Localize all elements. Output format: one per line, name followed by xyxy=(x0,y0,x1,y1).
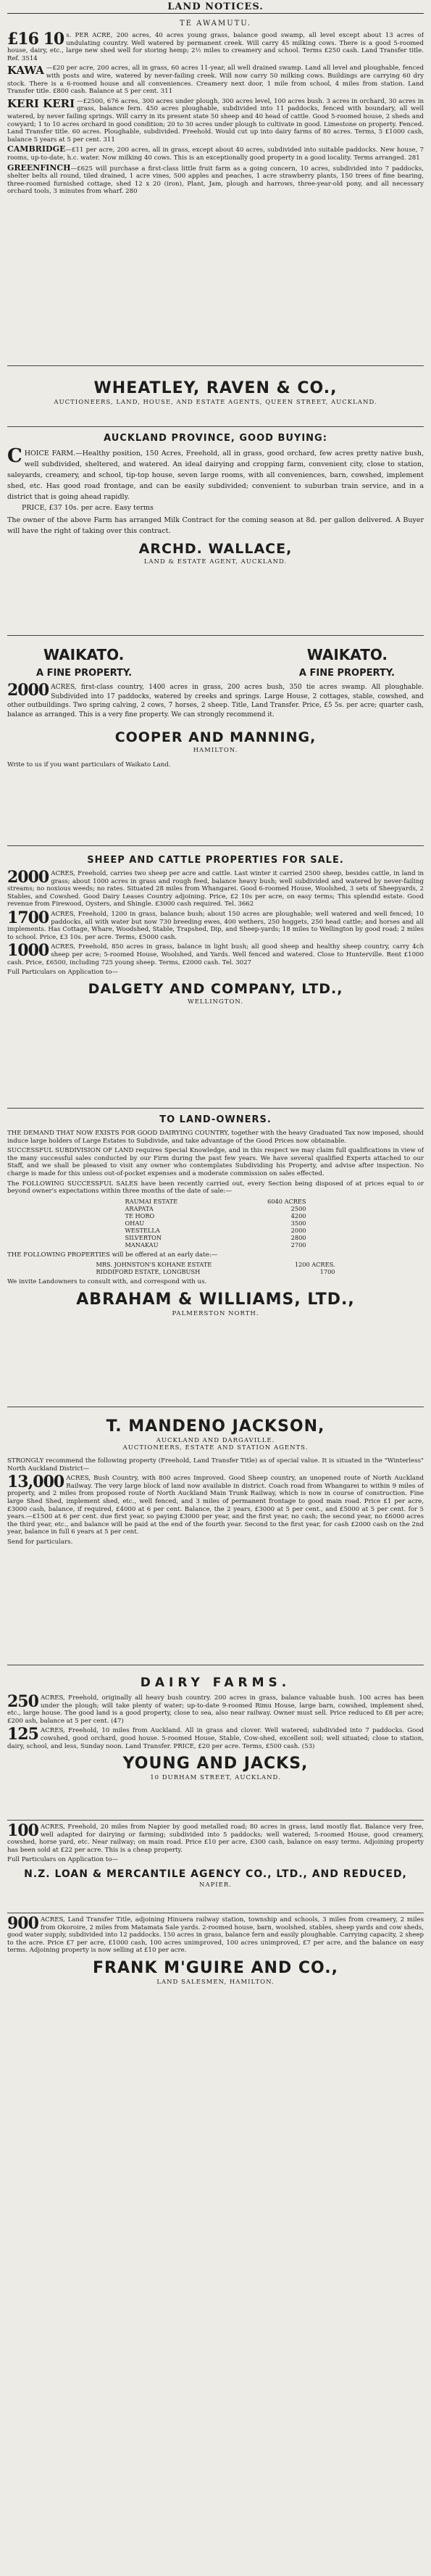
estate-row xyxy=(125,1234,306,1241)
subtitle-left: A FINE PROPERTY. xyxy=(36,668,133,679)
firm-address: PALMERSTON NORTH. xyxy=(172,1309,259,1317)
price-line: PRICE, £37 10s. per acre. Easy terms xyxy=(22,504,154,512)
mandeno-jackson-ad xyxy=(7,1407,424,1665)
estate-acres: 1700 xyxy=(319,1268,335,1276)
acreage-lead: 2000 xyxy=(7,868,49,887)
listing-paragraph xyxy=(7,1727,424,1750)
estate-row xyxy=(125,1241,306,1248)
listing-paragraph xyxy=(7,943,424,966)
place-lead: KAWA xyxy=(7,64,44,78)
listing-text: ACRES, Freehold, 850 acres in grass, balance in light bush; all good sheep and healthy sheep country, carry 4ch sheep per acre; 5-roomed House, Woolshed, and Yards. Well fenced and watered. Close to Hunterville. Rent £1000 cash. Price, £6500, including 725 young sheep. Terms, £2000 cash. Tel. 3027 xyxy=(7,943,424,966)
abraham-williams-ad xyxy=(7,1109,424,1407)
notice-paragraph: SUCCESSFUL SUBDIVISION OF LAND requires Special Knowledge, and in this respect we may claim full qualifications in view of the many successful sales conducted by our Firm during the past few years. We have several qualified Experts attached to our Staff, and we shall be pleased to visit any owner who contemplates Subdividing his Property, and advise after inspection. No charge is made for this unless out-of-pocket expenses and a moderate commission on sales effected. xyxy=(7,1147,424,1177)
ad-heading: TO LAND-OWNERS. xyxy=(159,1114,272,1125)
firm-address: AUCTIONEERS, LAND, HOUSE, AND ESTATE AGENTS, QUEEN STREET, AUCKLAND. xyxy=(54,399,377,406)
place-lead: CAMBRIDGE xyxy=(7,144,66,154)
firm-location: AUCKLAND AND DARGAVILLE. xyxy=(156,1437,275,1444)
wallace-ad xyxy=(7,427,424,636)
estate-name: RAUMAI ESTATE xyxy=(125,1197,178,1205)
listing-paragraph xyxy=(7,683,424,719)
drop-cap: C xyxy=(7,445,22,467)
notice-paragraph: The FOLLOWING SUCCESSFUL SALES have been recently carried out, every Section being disposed of at prices equal to or beyond owner's expectations within three months of the date of sale:— xyxy=(7,1180,424,1196)
firm-name: YOUNG AND JACKS, xyxy=(122,1755,309,1773)
listing-text: ACRES, Freehold, 10 miles from Auckland. All in grass and clover. Well watered; subdivided into 7 paddocks. Good cowshed, good orchard, good house. 5-roomed House, Stable, Cow-shed, excellent soil; well situated; close to station, dairy, school, and less, Sunday noon. Land Transfer. PRICE, £20 per acre. Terms, £500 cash. (53) xyxy=(7,1727,424,1750)
acreage-lead: 13,000 xyxy=(7,1473,64,1492)
location-heading: TE AWAMUTU. xyxy=(180,20,251,28)
estate-acres: 2000 xyxy=(290,1226,306,1234)
contract-note: The owner of the above Farm has arranged Milk Contract for the coming season at 8d. per gallon delivered. A Buyer will have the right of taking over this contract. xyxy=(7,515,424,535)
estate-acres: 3500 xyxy=(290,1219,306,1227)
write-note: Write to us if you want particulars of Waikato Land. xyxy=(7,761,171,769)
estate-acres: 1200 ACRES. xyxy=(294,1261,335,1269)
notice-paragraph: THE DEMAND THAT NOW EXISTS FOR GOOD DAIRYING COUNTRY, together with the heavy Graduated Tax now imposed, should induce large holders of Large Estates to Subdivide, and take advantage of the Good Prices now obtainable. xyxy=(7,1130,424,1145)
estate-row xyxy=(125,1227,306,1234)
estate-acres: 2700 xyxy=(290,1241,306,1248)
notice-paragraph: STRONGLY recommend the following property (Freehold, Land Transfer Title) as of special value. It is situated in the "Winterless" North Auckland District— xyxy=(7,1457,424,1473)
listing-text: s. PER ACRE, 200 acres, 40 acres young grass, balance good swamp, all level except about 13 acres of undulating country. Well watered by permanent creek. Will carry 45 milking cows. There is a good 5-roomed house, dairy, etc., large new shed well for storing hemp; 2½ miles to creamery and school. Terms £250 cash. Land Transfer title. Ref. 3514 xyxy=(7,32,424,62)
acreage-lead: 250 xyxy=(7,1692,38,1711)
estate-row xyxy=(125,1212,306,1219)
listing-text: ACRES, Freehold, originally all heavy bush country. 200 acres in grass, balance valuable bush. 100 acres has been under the plough; will take plenty of water; up-to-date 9-roomed Rimu House, large barn, cowshed, implement shed, etc., large house. The good land is a good property, close to sea, also near railway. Owner must sell. Price reduced to £8 per acre; £200 ash, balance at 5 per cent. (47) xyxy=(7,1694,424,1725)
listing-text: HOICE FARM.—Healthy position, 150 Acres, Freehold, all in grass, good orchard, few acres pretty native bush, well subdivided, sheltered, and watered. An ideal dairying and cropping farm, convenient city, close to station, saleyards, creamery, and school, tip-top house, seven large rooms, with all conveniences, barn, cowshed, implement shed, etc. Has good road frontage, and can be easily subdivided; convenient to suburban train service, and in a district that is going ahead rapidly. xyxy=(7,450,424,501)
listing-paragraph xyxy=(7,32,424,62)
ad-heading: AUCKLAND PROVINCE, GOOD BUYING: xyxy=(104,433,327,444)
listing-paragraph xyxy=(7,1694,424,1725)
listing-paragraph xyxy=(7,1823,424,1854)
firm-name: DALGETY AND COMPANY, LTD., xyxy=(88,980,343,997)
acreage-lead: 125 xyxy=(7,1725,38,1744)
listing-text: ACRES, Bush Country, with 800 acres Improved. Good Sheep country, an unopened route of North Auckland Railway. The very large block of land now available in district. Coach road from Whangarei to within 9 miles of property, and 2 miles from proposed route of North Auckland Main Trunk Railway, which is now in course of construction. Fine large Shed Shed, implement shed, etc., well fenced, and 3 miles of permanent frontage to good main road. Price £1 per acre, £3000 cash, balance, if required, £4000 at 6 per cent. Balance, the 2 years, £3000 at 5 per cent., and £5000 at 5 per cent. for 5 years.—£1500 at 6 per cent. due first year, so paying £3000 per year, and the first year, no cash; the second year, no £6000 acres the third year, etc., and balance will be paid at the end of the fourth year. Second to the first year, for cash £2000 cash on the 2nd year, balance in full 6 years at 5 per cent. xyxy=(7,1475,424,1536)
firm-address: NAPIER. xyxy=(199,1881,232,1889)
subtitle-right: A FINE PROPERTY. xyxy=(298,668,395,679)
price-lead: £16 10 xyxy=(7,30,64,49)
offered-estates-list xyxy=(96,1261,335,1275)
acreage-lead: 1700 xyxy=(7,908,49,927)
listing-text: —£625 will purchase a first-class little fruit farm as a going concern, 10 acres, subdivided into 7 paddocks, shelter belts all round, tiled drained, 1 acre vines, 500 apples and peaches, 1 acre strawberry plants, 150 trees of fine bearing, three-roomed furnished cottage, shed 12 x 20 (iron), Plant, Jam, plough and harrows, three-year-old pony, and all necessary orchard tools, 3 minutes from wharf. 280 xyxy=(7,165,424,196)
particulars-note: Full Particulars on Application to— xyxy=(7,969,118,977)
acreage-lead: 100 xyxy=(7,1821,38,1840)
estate-name: OHAU xyxy=(125,1219,145,1227)
listing-paragraph xyxy=(7,870,424,908)
listing-paragraph xyxy=(7,445,424,502)
estate-name: SILVERTON xyxy=(125,1233,162,1241)
region-label-right: WAIKATO. xyxy=(306,646,388,663)
section-masthead: LAND NOTICES. xyxy=(7,0,424,14)
estate-name: ARAPATA xyxy=(125,1204,154,1212)
firm-address: HAMILTON. xyxy=(193,747,238,754)
listing-text: ACRES, Freehold, carries two sheep per acre and cattle. Last winter it carried 2500 sheep, besides cattle, in land in grass; about 1000 acres in grass and rough feed, balance heavy bush; well subdivided and watered by never-failing streams; no noxious weeds; no rates. Situated 28 miles from Whangarei. Good 6-roomed House, Woolshed, 3 sets of Sheepyards, 2 Stables, and Cowshed. Good Dairy Leases Country adjoining. Price, £2 10s per acre, on easy terms; This splendid estate. Good revenue from Firewood, Oysters, and Shingle. £3000 cash required. Tel. 3662 xyxy=(7,870,424,908)
place-lead: GREENFINCH xyxy=(7,162,71,173)
firm-name: COOPER AND MANNING, xyxy=(114,729,317,745)
estate-acres: 6040 ACRES xyxy=(267,1197,306,1205)
ad-heading: SHEEP AND CATTLE PROPERTIES FOR SALE. xyxy=(87,855,344,866)
firm-name: T. MANDENO JACKSON, xyxy=(106,1417,325,1436)
acreage-lead: 1000 xyxy=(7,941,49,961)
listing-text: —£11 per acre, 200 acres, all in grass, except about 40 acres, subdivided into suitable paddocks. New house, 7 rooms, up-to-date, h.c. water. Now milking 40 cows. This is an exceptionally good property in a good locality. Terms arranged. 281 xyxy=(7,146,424,162)
acreage-lead: 2000 xyxy=(7,681,49,700)
firm-address: 10 DURHAM STREET, AUCKLAND. xyxy=(150,1774,281,1782)
estate-row xyxy=(125,1198,306,1205)
estate-row xyxy=(96,1268,335,1275)
firm-name: ARCHD. WALLACE, xyxy=(138,540,293,557)
region-label-left: WAIKATO. xyxy=(43,646,125,663)
estate-name: RIDDIFORD ESTATE, LONGBUSH xyxy=(96,1268,201,1276)
firm-name: FRANK M'GUIRE AND CO., xyxy=(93,1958,338,1977)
estate-name: WESTELLA xyxy=(125,1226,160,1234)
estate-name: MANAKAU xyxy=(125,1241,159,1248)
listing-text: —£20 per acre, 200 acres, all in grass, 60 acres 11-year, all well drained swamp. Land all level and ploughable, fenced with posts and wire, watered by never-failing creek. Will now carry 50 milking cows. Buildings are carrying 60 dry stock. There is a 6-roomed house and all conveniences. Creamery next door, 1 mile from school, 4 miles from station. Land Transfer title. £800 cash. Balance at 5 per cent. 311 xyxy=(7,65,424,96)
listing-paragraph xyxy=(7,98,424,144)
cooper-manning-ad xyxy=(7,636,424,846)
firm-address: LAND SALESMEN, HAMILTON. xyxy=(156,1978,275,1986)
listing-paragraph xyxy=(7,1916,424,1955)
young-jacks-ad xyxy=(7,1665,424,1821)
nz-loan-ad xyxy=(7,1821,424,1913)
acreage-lead: 900 xyxy=(7,1914,38,1933)
listing-paragraph xyxy=(7,162,424,196)
firm-address: LAND & ESTATE AGENT, AUCKLAND. xyxy=(143,558,288,566)
listing-text: ACRES, Land Transfer Title, adjoining Hinuera railway station, township and schools, 3 miles from creamery, 2 miles from Okoroire, 2 miles from Matamata Sale yards. 2-roomed house, barn, woolshed, stables, sheep yards and cow sheds, good water supply, subdivided into 12 paddocks. 150 acres in grass, balance fern and easily ploughable. Carrying capacity, 2 sheep to the acre. Price £7 per acre, £1000 cash, 100 acres unimproved, 100 acres unimproved, £7 per acre, and the balance on easy terms. Adjoining property is now selling at £10 per acre. xyxy=(7,1916,424,1955)
listing-text: ACRES, first-class country, 1400 acres in grass, 200 acres bush, 350 tie acres swamp. All ploughable. Subdivided into 17 paddocks, watered by creeks and springs. Large House, 2 cottages, stable, cowshed, and other outbuildings. Two spring calving, 2 cows, 7 horses, 2 sheep. Title, Land Transfer. Price, £5 5s. per acre; quarter cash, balance as arranged. This is a very fine property. We can strongly recommend it. xyxy=(7,684,424,718)
estate-acres: 2800 xyxy=(290,1233,306,1241)
listing-paragraph xyxy=(7,908,424,941)
particulars-note: Full Particulars on Application to— xyxy=(7,1856,118,1864)
estate-row xyxy=(125,1219,306,1227)
send-note: Send for particulars. xyxy=(7,1538,73,1546)
listing-paragraph xyxy=(7,1475,424,1536)
firm-description: AUCTIONEERS, ESTATE AND STATION AGENTS. xyxy=(122,1444,309,1451)
ad-heading: DAIRY FARMS. xyxy=(140,1676,291,1690)
estate-name: MRS. JOHNSTON'S KOHANE ESTATE xyxy=(96,1261,212,1269)
dalgety-ad xyxy=(7,846,424,1109)
subtitle-row xyxy=(7,668,424,679)
listing-text: —£2500, 676 acres, 300 acres under plough, 300 acres level, 100 acres bush. 3 acres in orchard, 30 acres in grass, balance fern. 450 acres ploughable, subdivided into 11 paddocks, fenced with boundary, all well watered, by never failing springs. Will carry in its present state 50 sheep and 40 head of cattle. Good 5-roomed house, 2 sheds and cowyard; 1 to 10 acres orchard in good condition; 20 to 30 acres under plough to cultivate in good. Limestone on property. Fenced. Land Transfer title. 60 acres. Ploughable, subdivided. Freehold. Would cut up into dairy farms of 80 acres. Terms, 5 £1000 cash, balance 5 years at 5 per cent. 311 xyxy=(7,97,424,144)
wheatley-raven-ad xyxy=(7,366,424,427)
firm-name: N.Z. LOAN & MERCANTILE AGENCY CO., LTD., AND REDUCED, xyxy=(24,1868,407,1880)
estate-acres: 4200 xyxy=(290,1212,306,1219)
listing-text: ACRES, Freehold, 1200 in grass, balance bush; about 150 acres are ploughable; well watered and well fenced; 10 paddocks, all with water but now 730 breeding ewes, 400 wethers, 250 hoggets, 250 head cattle; and horses and all implements. Has Cottage, Whare, Woodshed, Stable, Trapshed, Dip, and Sheep-yards; 18 miles to Wellington by good road; 2 miles to school. Price, £3 10s. per acre. Terms, £5000 cash. xyxy=(7,910,424,941)
place-lead: KERI KERI xyxy=(7,96,75,110)
listing-paragraph xyxy=(7,65,424,95)
te-awamutu-ad xyxy=(7,14,424,366)
listing-paragraph xyxy=(7,146,424,162)
estate-acres: 2500 xyxy=(290,1204,306,1212)
firm-address: WELLINGTON. xyxy=(187,998,244,1006)
firm-name: ABRAHAM & WILLIAMS, LTD., xyxy=(76,1290,355,1309)
title-row xyxy=(7,646,424,663)
listing-text: ACRES, Freehold, 20 miles from Napier by good metalled road; 80 acres in grass, land mostly flat. Balance very free, well adapted for dairying or farming; subdivided into 5 paddocks; well watered; 5-roomed House, good creamery, cowshed, horse yard, etc. Near railway; on main road. Price £10 per acre, £300 cash, balance on easy terms. Adjoining property has been sold at £22 per acre. This is a cheap property. xyxy=(7,1823,424,1854)
estate-row xyxy=(96,1261,335,1268)
firm-name: WHEATLEY, RAVEN & CO., xyxy=(93,379,338,397)
estate-name: TE HORO xyxy=(125,1212,155,1219)
notice-paragraph: THE FOLLOWING PROPERTIES will be offered at an early date:— xyxy=(7,1251,218,1259)
sold-estates-list xyxy=(125,1198,306,1248)
frank-mguire-ad xyxy=(7,1913,424,2015)
estate-row xyxy=(125,1205,306,1212)
notice-paragraph: We invite Landowners to consult with, and correspond with us. xyxy=(7,1278,207,1286)
